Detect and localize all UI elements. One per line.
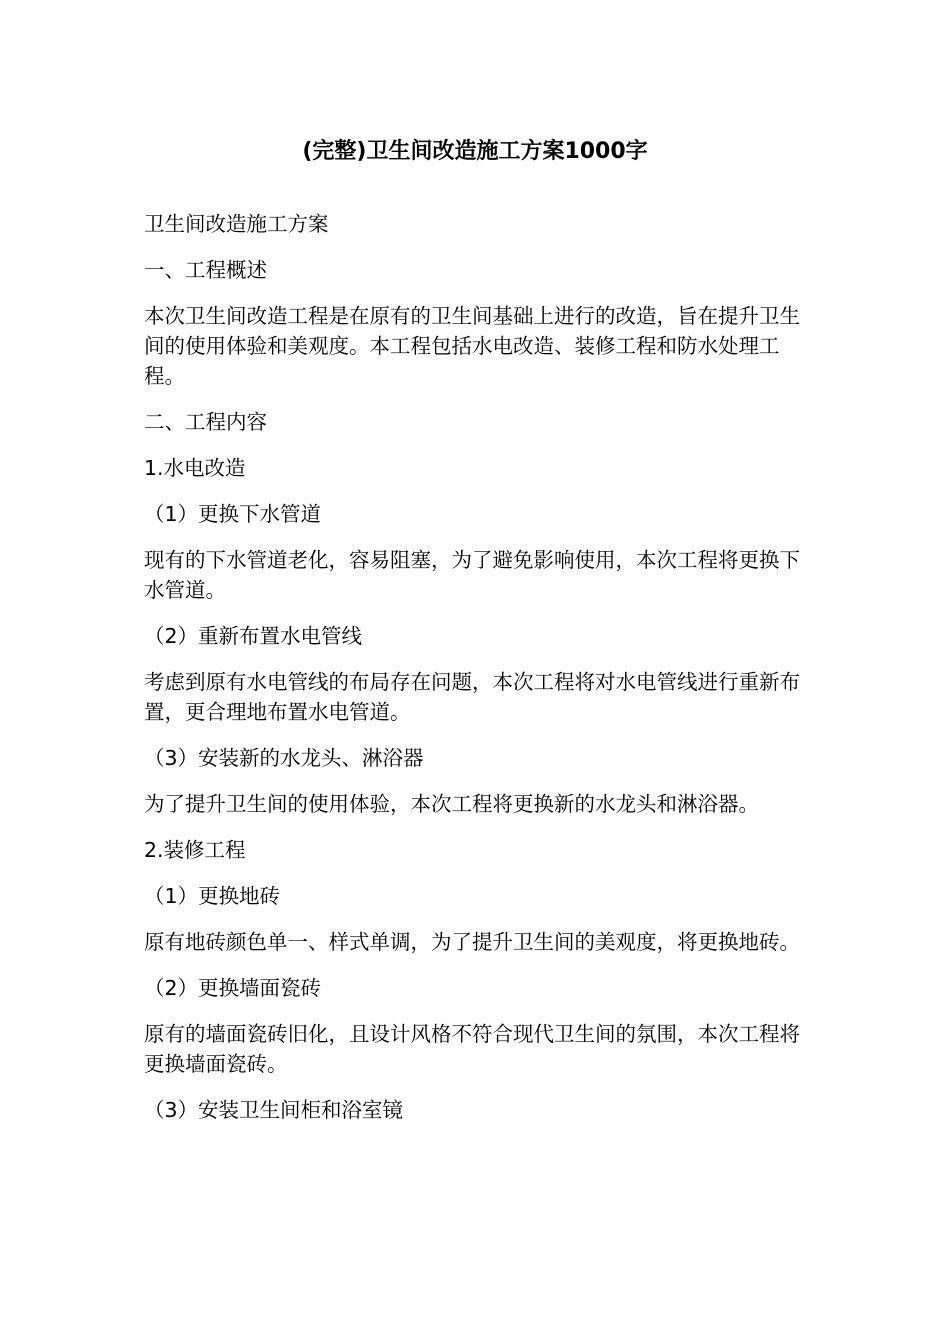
paragraph-overview: 本次卫生间改造工程是在原有的卫生间基础上进行的改造，旨在提升卫生间的使用体验和美观度。本工程包括水电改造、装修工程和防水处理工程。 bbox=[144, 304, 800, 388]
subsection-heading-decoration: 2.装修工程 bbox=[144, 838, 246, 862]
document-body bbox=[144, 209, 814, 1141]
item-heading-cabinet-mirror: （3）安装卫生间柜和浴室镜 bbox=[144, 1098, 404, 1122]
paragraph-floor-tile: 原有地砖颜色单一、样式单调，为了提升卫生间的美观度，将更换地砖。 bbox=[144, 930, 800, 954]
paragraph-faucet: 为了提升卫生间的使用体验，本次工程将更换新的水龙头和淋浴器。 bbox=[144, 792, 759, 816]
paragraph-drain-pipe: 现有的下水管道老化，容易阻塞，为了避免影响使用，本次工程将更换下水管道。 bbox=[144, 548, 800, 602]
item-heading-floor-tile: （1）更换地砖 bbox=[144, 884, 281, 908]
document-title: (完整)卫生间改造施工方案1000字 bbox=[302, 139, 648, 164]
subsection-heading-plumbing: 1.水电改造 bbox=[144, 456, 246, 480]
paragraph-doc-heading: 卫生间改造施工方案 bbox=[144, 212, 329, 236]
item-heading-drain-pipe: （1）更换下水管道 bbox=[144, 502, 322, 526]
item-heading-faucet: （3）安装新的水龙头、淋浴器 bbox=[144, 746, 424, 770]
item-heading-wall-tile: （2）更换墙面瓷砖 bbox=[144, 976, 322, 1000]
paragraph-rewiring: 考虑到原有水电管线的布局存在问题，本次工程将对水电管线进行重新布置，更合理地布置水电管道。 bbox=[144, 670, 800, 724]
section-heading-content: 二、工程内容 bbox=[144, 410, 267, 434]
section-heading-overview: 一、工程概述 bbox=[144, 258, 267, 282]
item-heading-rewiring: （2）重新布置水电管线 bbox=[144, 624, 363, 648]
paragraph-wall-tile: 原有的墙面瓷砖旧化，且设计风格不符合现代卫生间的氛围，本次工程将更换墙面瓷砖。 bbox=[144, 1022, 800, 1076]
